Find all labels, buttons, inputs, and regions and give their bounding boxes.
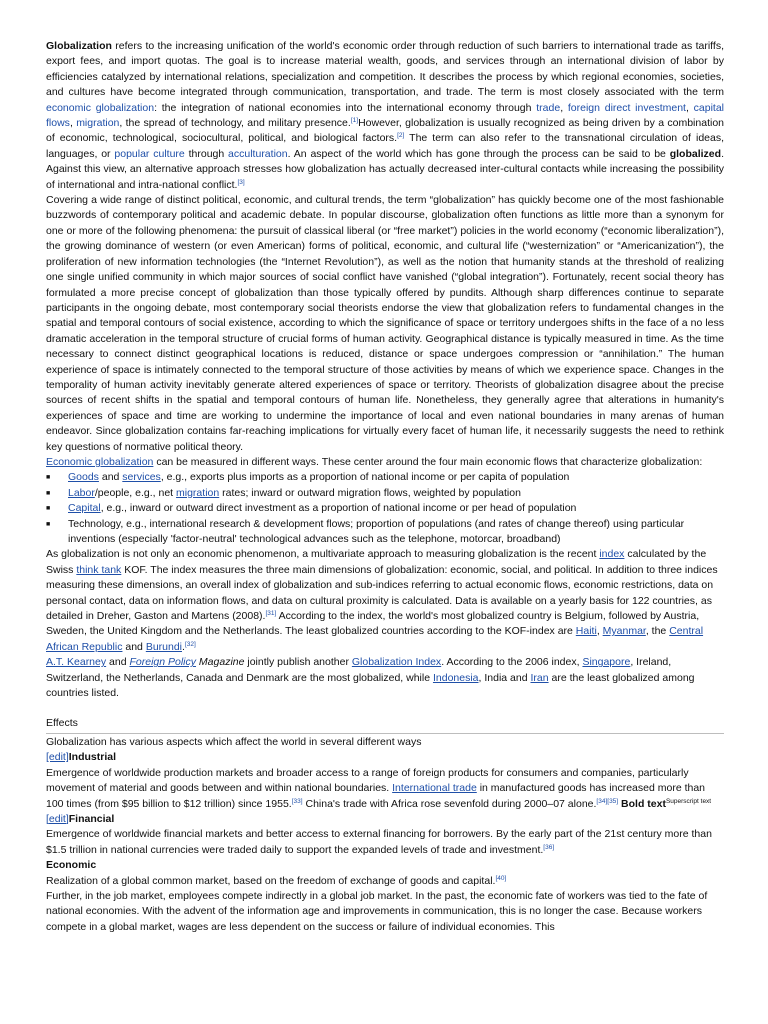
link-haiti[interactable]: Haiti (575, 625, 597, 638)
link-services[interactable]: services (122, 471, 161, 484)
economic-heading: Economic (46, 859, 97, 872)
link-acculturation[interactable]: acculturation (228, 147, 288, 160)
ref-32[interactable]: [32] (184, 640, 196, 648)
edit-link-financial[interactable]: [edit] (46, 812, 69, 825)
effects-heading: Effects (46, 716, 724, 733)
link-iran[interactable]: Iran (530, 671, 549, 684)
ref-34-35[interactable]: [34][35] (596, 797, 619, 805)
link-international-trade[interactable]: International trade (392, 782, 477, 795)
economic-globalization-paragraph: Economic globalization can be measured in different ways. These center around the four main economic flows that characterize globalization: (46, 455, 703, 468)
link-economic-globalization[interactable]: economic globalization (46, 101, 155, 114)
buzzword-paragraph: Covering a wide range of distinct political, economic, and cultural trends, the term “globalization” has quickly become one of the most fashionable buzzwords of contemporary political and academic debate. In popular discourse, globalization often functions as little more than a synonym for one or more of the following phenomena: the pursuit of classical liberal (or “free market”) policies in the world economy (“economic liberalization”), the growing dominance of western (or even American) forms of political, economic, and cultural life (“westernization” or “Americanization”), the proliferation of new information technologies (the “Internet Revolution”), as well as the notion that humanity stands at the threshold of realizing one single unified community in which major sources of social conflict have vanished (“global integration”). Fortunately, recent social theory has formulated a more precise concept of globalization than those typically offered by pundits. Although sharp differences continue to separate participants in the ongoing debate, most contemporary social theorists endorse the view that globalization refers to fundamental changes in the spatial and temporal contours of social existence, according to which the significance of space or territory undergoes shifts in the face of a no less dramatic acceleration in the temporal structure of crucial forms of human activity. Geographical distance is typically measured in time. As the time necessary to connect distinct geographical locations is reduced, distance or space undergoes compression or “annihilation.” The human experience of space is intimately connected to the temporal structure of those activities by means of which we experience space. Changes in the temporality of human activity inevitably generate altered experiences of space or territory. Theorists of globalization disagree about the precise sources of recent shifts in the spatial and temporal contours of human life. Nonetheless, they generally agree that alterations in humanity's experiences of space and time are working to undermine the importance of local and even national boundaries in many arenas of human endeavor. Since globalization contains far-reaching implications for virtually every facet of human life, it necessarily suggests the need to rethink key questions of normative political theory. (46, 194, 724, 453)
term-globalization: Globalization (46, 40, 112, 52)
ref-31[interactable]: [31] (265, 610, 277, 618)
link-indonesia[interactable]: Indonesia (432, 671, 479, 684)
ref-36[interactable]: [36] (543, 843, 555, 851)
list-item: ■ Goods and services, e.g., exports plus imports as a proportion of national income or per capita of population (46, 470, 724, 485)
financial-paragraph: Emergence of worldwide financial markets and better access to external financing for borrowers. By the early part of the 21st century more than $1.5 trillion in national currencies were traded daily to support the expanded levels of trade and investment.[36] (46, 828, 712, 856)
bullet-icon: ■ (46, 474, 51, 482)
ref-33[interactable]: [33] (291, 797, 303, 805)
list-item: ■ Capital, e.g., inward or outward direct investment as a proportion of national income or per head of population (46, 501, 724, 516)
bold-globalized: globalized (669, 147, 722, 160)
kof-index-paragraph: As globalization is not only an economic phenomenon, a multivariate approach to measuring globalization is the recent index calculated by the Swiss think tank KOF. The index measures the three main dimensions of globalization: economic, social, and political. In addition to three indices measuring these dimensions, an overall index of globalization and sub-indices referring to actual economic flows, economic restrictions, data on personal contact, data on information flows, and data on cultural proximity is calculated. Data is available on a yearly basis for 122 countries, as detailed in Dreher, Gaston and Martens (2008).[31] According to the index, the world's most globalized country is Belgium, followed by Austria, Sweden, the United Kingdom and the Netherlands. The least globalized countries according to the KOF-index are Haiti, Myanmar, the Central African Republic and Burundi.[32] (46, 548, 718, 653)
intro-paragraph: Globalization refers to the increasing unification of the world's economic order through reduction of such barriers to international trade as tariffs, export fees, and import quotas. The goal is to increase material wealth, goods, and services through an international division of labor by efficiencies catalyzed by international relations, specialization and competition. It describes the process by which regional economies, societies, and cultures have become integrated through communication, transportation, and trade. The term is most closely associated with the term economic globalization: the integration of national economies into the international economy through trade, foreign direct investment, capital flows, migration, the spread of technology, and military presence.[1]However, globalization is usually recognized as being driven by a combination of economic, technological, sociocultural, political, and biological factors.[2] The term can also refer to the transnational circulation of ideas, languages, or popular culture through acculturation. An aspect of the world which has gone through the process can be said to be globalized. Against this view, an alternative approach stresses how globalization has actually decreased inter-cultural contacts while increasing the possibility of international and intra-national conflict.[3] (46, 40, 725, 191)
bullet-icon: ■ (46, 505, 51, 513)
ref-40[interactable]: [40] (495, 874, 507, 882)
effects-intro: Globalization has various aspects which affect the world in several different ways (46, 735, 422, 748)
link-burundi[interactable]: Burundi (145, 640, 183, 653)
industrial-heading: [edit]Industrial (46, 751, 117, 764)
link-globalization-index[interactable]: Globalization Index (351, 656, 442, 669)
spacer (46, 701, 724, 716)
link-foreign-policy[interactable]: Foreign Policy (129, 656, 197, 669)
link-myanmar[interactable]: Myanmar (602, 625, 646, 638)
link-capital[interactable]: Capital (68, 502, 101, 515)
kearney-index-paragraph: A.T. Kearney and Foreign Policy Magazine jointly publish another Globalization Index. According to the 2006 index, Singapore, Ireland, Switzerland, the Netherlands, Canada and Denmark are the most globalized, while Indonesia, India and Iran are the least globalized among countries listed. (46, 656, 695, 700)
ref-2[interactable]: [2] (397, 132, 405, 140)
link-economic-globalization-2[interactable]: Economic globalization (46, 455, 154, 468)
list-item: ■ Technology, e.g., international research & development flows; proportion of populations (and rates of change thereof) using particular inventions (especially 'factor-neutral' technological advances such as the telephone, motorcar, broadband) (46, 517, 685, 545)
bullet-icon: ■ (46, 520, 51, 528)
link-labor[interactable]: Labor (68, 486, 95, 499)
ref-3[interactable]: [3] (237, 178, 245, 186)
link-central-african-republic[interactable]: Central African Republic (46, 625, 704, 653)
link-at-kearney[interactable]: A.T. Kearney (46, 656, 107, 669)
flows-list (46, 470, 724, 547)
link-migration[interactable]: migration (76, 117, 120, 130)
link-index[interactable]: index (599, 548, 625, 561)
link-popular-culture[interactable]: popular culture (114, 147, 185, 160)
bold-text-placeholder: Bold text (618, 797, 666, 810)
link-foreign-direct-investment[interactable]: foreign direct investment (567, 101, 686, 114)
bullet-icon: ■ (46, 489, 51, 497)
industrial-paragraph: Emergence of worldwide production markets and broader access to a range of foreign products for consumers and companies, particularly movement of material and goods between and within national boundaries. International trade in manufactured goods has increased more than 100 times (from $95 billion to $12 trillion) since 1955.[33] China's trade with Africa rose sevenfold during 2000–07 alone.[34][35] Bold text$^{Superscript text}$ (46, 766, 712, 810)
link-think-tank[interactable]: think tank (76, 563, 122, 576)
link-migration-2[interactable]: migration (176, 486, 220, 499)
ref-1[interactable]: [1] (350, 117, 359, 125)
document-page (46, 39, 724, 935)
list-item: ■ Labor/people, e.g., net migration rates; inward or outward migration flows, weighted by population (46, 486, 724, 501)
edit-link-industrial[interactable]: [edit] (46, 751, 69, 764)
link-singapore[interactable]: Singapore (582, 656, 631, 669)
superscript-text-placeholder: Superscript text (665, 797, 712, 805)
link-capital-flows[interactable]: capital flows (46, 101, 724, 130)
financial-heading: [edit]Financial (46, 812, 115, 825)
link-trade[interactable]: trade (536, 101, 561, 114)
link-goods[interactable]: Goods (68, 471, 99, 484)
economic-paragraph-2: Further, in the job market, employees compete indirectly in a global job market. In the past, the economic fate of workers was tied to the fate of national economies. With the advent of the information age and improvements in communication, this is no longer the case. Because workers compete in a global market, wages are less dependent on the success or failure of individual economies. This (46, 889, 708, 933)
economic-paragraph-1: Realization of a global common market, based on the freedom of exchange of goods and capital.[40] (46, 874, 507, 887)
